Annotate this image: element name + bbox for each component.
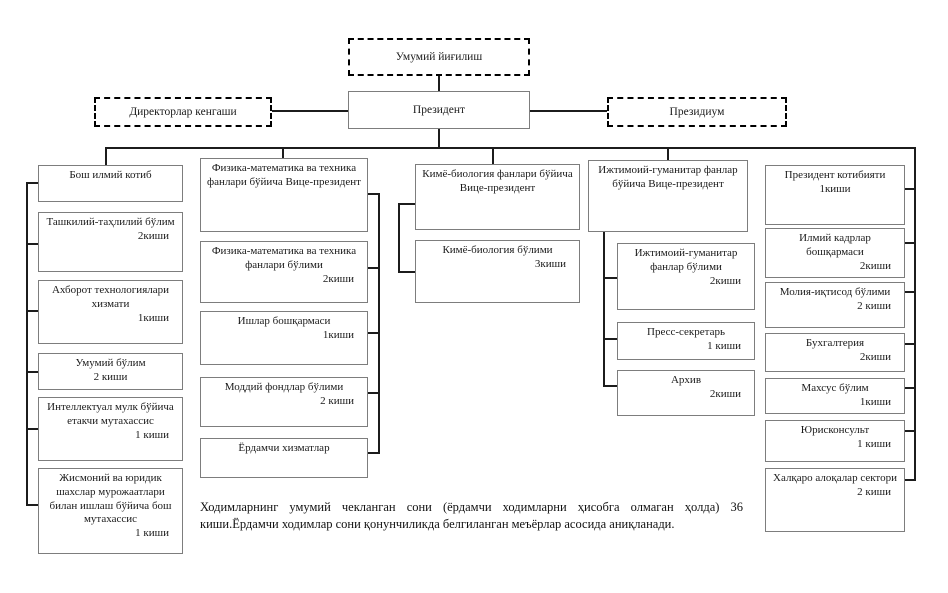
box-count: 1киши <box>859 395 891 408</box>
connector <box>492 147 494 164</box>
col1-item-box <box>38 468 183 554</box>
box-title: Президент котибияти <box>784 169 886 181</box>
connector <box>398 203 400 273</box>
connector <box>26 428 38 430</box>
box-title: Интеллектуал мулк бўйича етакчи мутахассис <box>47 401 174 427</box>
connector <box>282 147 284 158</box>
col1-item-box <box>38 280 183 344</box>
box-count: 2киши <box>859 259 891 272</box>
col4-item-box <box>617 370 755 416</box>
col2-item-box <box>200 311 368 365</box>
box-title: Ижтимоий-гуманитар фанлар бўлими <box>634 247 738 273</box>
connector <box>368 193 380 195</box>
connector <box>398 203 415 205</box>
col5-item-box <box>765 378 905 414</box>
col5-item-box <box>765 468 905 532</box>
connector <box>905 479 916 481</box>
box-count: 2 киши <box>857 485 891 498</box>
connector <box>905 188 916 190</box>
col5-header-box <box>765 165 905 225</box>
col1-item-box <box>38 353 183 390</box>
col2-header-box <box>200 158 368 232</box>
footnote <box>200 499 743 534</box>
box-title: Бош илмий котиб <box>69 169 152 181</box>
box-count: 1 киши <box>857 437 891 450</box>
box-count: 2 киши <box>320 394 354 407</box>
connector <box>398 271 415 273</box>
box-title: Президиум <box>669 105 725 118</box>
box-title: Кимё-биология фанлари бўйича Вице-президент <box>422 168 573 194</box>
connector <box>105 147 916 149</box>
box-title: Архив <box>670 374 702 386</box>
connector <box>438 76 440 91</box>
box-title: Президент <box>412 103 466 116</box>
connector <box>905 387 916 389</box>
box-count: 1 киши <box>135 428 169 441</box>
connector <box>603 277 617 279</box>
connector <box>26 243 38 245</box>
box-count: 2киши <box>137 229 169 242</box>
connector <box>905 291 916 293</box>
box-president <box>348 91 530 129</box>
connector <box>26 504 38 506</box>
connector <box>603 338 617 340</box>
connector <box>368 452 380 454</box>
col2-item-box <box>200 241 368 303</box>
box-title: Физика-математика ва техника фанлари бўлими <box>211 245 357 271</box>
footnote-line-2: киши.Ёрдамчи ходимлар сони қонунчиликда белгиланган меъёрлар асосида аниқланади. <box>200 517 675 532</box>
col2-item-box <box>200 438 368 478</box>
connector <box>905 242 916 244</box>
col2-item-box <box>200 377 368 427</box>
box-count: 2киши <box>709 387 741 400</box>
box-directors-council <box>94 97 272 127</box>
col3-item-box <box>415 240 580 303</box>
box-count: 1 киши <box>135 527 169 539</box>
col5-item-box <box>765 333 905 372</box>
box-title: Халқаро алоқалар сектори <box>773 472 897 484</box>
connector <box>26 182 38 184</box>
box-count: 2киши <box>322 272 354 285</box>
col3-header-box <box>415 164 580 230</box>
box-count: 3киши <box>534 257 566 270</box>
col4-header-box <box>588 160 748 232</box>
connector <box>26 310 38 312</box>
box-title: Ишлар бошқармаси <box>237 315 331 327</box>
box-title: Моддий фондлар бўлими <box>224 381 344 393</box>
connector <box>603 232 605 387</box>
box-title: Ижтимоий-гуманитар фанлар бўйича Вице-президент <box>598 164 738 190</box>
box-presidium <box>607 97 787 127</box>
col4-item-box <box>617 322 755 360</box>
box-title: Умумий йиғилиш <box>395 50 483 63</box>
box-count: 1киши <box>322 328 354 341</box>
box-count: 2киши <box>709 274 741 287</box>
box-count: 2 киши <box>857 299 891 312</box>
box-count: 1киши <box>819 182 851 195</box>
connector <box>667 147 669 160</box>
connector <box>368 332 380 334</box>
footnote-line-1: Ходимларнинг умумий чекланган сони (ёрдамчи ходимларни ҳисобга олмаган ҳолда) 36 <box>200 500 743 514</box>
connector <box>105 147 107 165</box>
box-count: 1 киши <box>707 339 741 352</box>
col1-item-box <box>38 397 183 461</box>
box-title: Молия-иқтисод бўлими <box>779 286 891 298</box>
connector <box>368 392 380 394</box>
box-title: Ахборот технологиялари хизмати <box>51 284 170 310</box>
box-general-meeting <box>348 38 530 76</box>
box-title: Махсус бўлим <box>801 382 869 394</box>
box-count: 1киши <box>137 311 169 324</box>
box-title: Бухгалтерия <box>805 337 865 349</box>
box-count: 2 киши <box>93 370 128 383</box>
box-count: 2киши <box>859 350 891 363</box>
connector <box>905 430 916 432</box>
box-title: Директорлар кенгаши <box>129 105 237 118</box>
box-title: Кимё-биология бўлими <box>442 244 553 256</box>
box-title: Жисмоний ва юридик шахслар мурожаатлари билан ишлаш бўйича бош мутахассис <box>49 472 172 526</box>
box-title: Ташкилий-таҳлилий бўлим <box>46 216 175 228</box>
connector <box>272 110 348 112</box>
connector <box>905 343 916 345</box>
box-title: Юрисконсульт <box>800 424 870 436</box>
box-title: Ёрдамчи хизматлар <box>238 442 330 454</box>
connector <box>603 385 617 387</box>
connector <box>368 267 380 269</box>
col5-item-box <box>765 420 905 462</box>
box-title: Илмий кадрлар бошқармаси <box>799 232 871 258</box>
box-title: Пресс-секретарь <box>647 326 725 338</box>
connector <box>378 193 380 454</box>
col5-item-box <box>765 282 905 328</box>
col1-item-box <box>38 212 183 272</box>
box-title: Умумий бўлим <box>75 357 146 369</box>
connector <box>26 182 28 506</box>
connector <box>530 110 607 112</box>
connector <box>26 371 38 373</box>
col1-header-box <box>38 165 183 202</box>
connector <box>438 129 440 147</box>
col5-item-box <box>765 228 905 278</box>
box-title: Физика-математика ва техника фанлари бўйича Вице-президент <box>207 162 361 188</box>
col4-item-box <box>617 243 755 310</box>
